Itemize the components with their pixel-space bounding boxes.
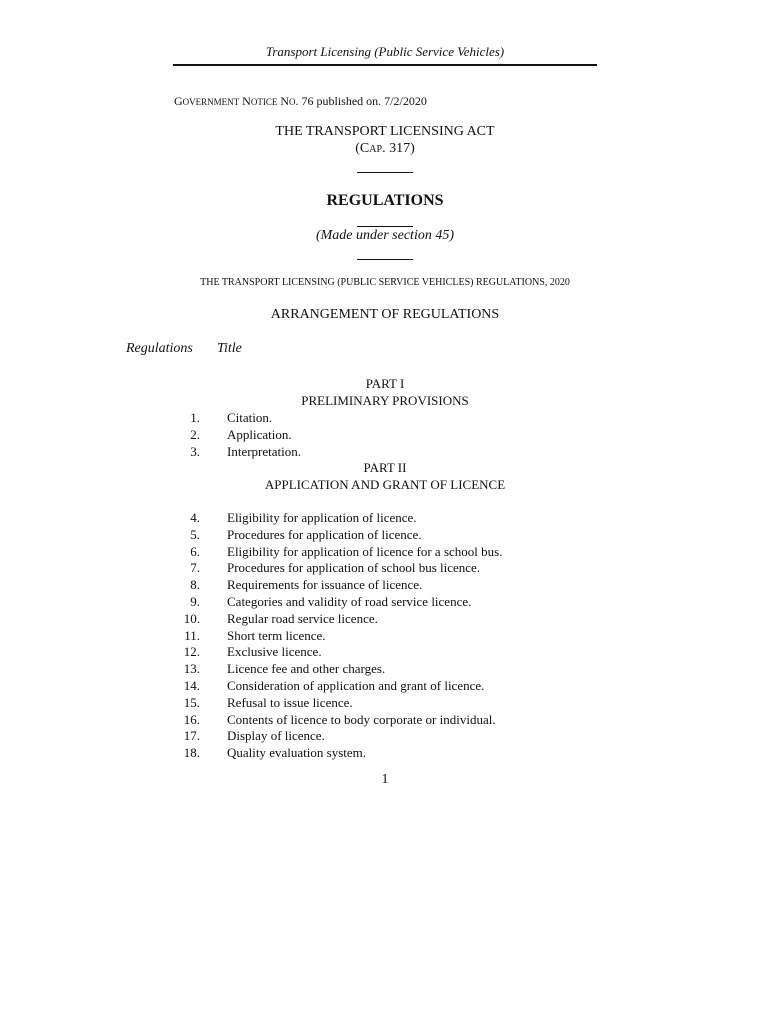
list-item — [174, 728, 594, 745]
regulation-number: 10. — [183, 610, 200, 626]
regulation-title: Regular road service licence. — [227, 610, 378, 626]
list-item — [174, 410, 594, 427]
list-item — [174, 678, 594, 695]
regulations-full-title: THE TRANSPORT LICENSING (PUBLIC SERVICE VEHICLES) REGULATIONS, 2020 — [200, 277, 570, 288]
notice-overnment: OVERNMENT — [182, 97, 240, 107]
regulation-number: 12. — [183, 644, 200, 660]
list-item — [174, 611, 594, 628]
regulation-title: Requirements for issuance of licence. — [227, 577, 423, 593]
government-notice — [174, 94, 427, 109]
cap-small: AP — [369, 144, 383, 155]
regulation-number: 6. — [190, 543, 200, 559]
regulations-heading: REGULATIONS — [326, 192, 444, 209]
notice-rest: . 76 published on. 7/2/2020 — [295, 94, 427, 108]
regulation-number: 17. — [183, 728, 200, 744]
list-item — [174, 527, 594, 544]
part-1-name: PRELIMINARY PROVISIONS — [301, 393, 469, 408]
regulation-title: Procedures for application of licence. — [227, 526, 422, 542]
regulation-number: 18. — [183, 745, 200, 761]
regulation-number: 15. — [183, 694, 200, 710]
regulation-number: 4. — [190, 510, 200, 525]
regulation-number: 8. — [190, 577, 200, 593]
act-title: THE TRANSPORT LICENSING ACT — [275, 124, 495, 139]
regulation-number: 9. — [190, 594, 200, 609]
list-item — [174, 510, 594, 527]
column-regulations: Regulations — [126, 341, 193, 356]
regulation-number: 2. — [190, 426, 200, 442]
made-under-section: (Made under section 45) — [315, 228, 455, 243]
regulation-title: Refusal to issue licence. — [227, 694, 353, 710]
regulation-title: Application. — [227, 426, 292, 442]
list-item — [174, 695, 594, 712]
regulation-title: Eligibility for application of licence for a school bus. — [227, 543, 503, 559]
notice-otice: OTICE — [250, 97, 278, 107]
regulation-title: Short term licence. — [227, 627, 326, 643]
regulation-title: Quality evaluation system. — [227, 745, 367, 761]
list-item — [174, 544, 594, 561]
regulation-title: Eligibility for application of licence. — [227, 510, 417, 525]
regulation-title: Display of licence. — [227, 728, 325, 744]
divider-rule — [357, 259, 413, 260]
page-number: 1 — [381, 772, 389, 787]
act-cap — [0, 141, 770, 157]
regulation-title: Licence fee and other charges. — [227, 661, 386, 677]
list-item — [174, 628, 594, 645]
regulation-title: Citation. — [227, 410, 273, 425]
regulation-number: 13. — [183, 661, 200, 677]
list-item — [174, 745, 594, 762]
list-item — [174, 444, 594, 461]
part-2-label: PART II — [363, 460, 407, 475]
cap-open: (C — [355, 141, 370, 156]
list-item — [174, 644, 594, 661]
regulation-number: 3. — [190, 443, 200, 459]
list-item — [174, 661, 594, 678]
column-title: Title — [217, 341, 242, 356]
regulation-number: 16. — [183, 711, 200, 727]
regulation-number: 11. — [184, 627, 200, 643]
list-item — [174, 560, 594, 577]
regulation-title: Procedures for application of school bus licence. — [227, 560, 481, 576]
part-2-name: APPLICATION AND GRANT OF LICENCE — [264, 477, 506, 492]
regulation-number: 5. — [190, 526, 200, 542]
regulation-title: Categories and validity of road service licence. — [227, 594, 472, 609]
divider-rule — [357, 172, 413, 173]
regulation-number: 1. — [190, 410, 200, 425]
running-title: Transport Licensing (Public Service Vehicles) — [265, 44, 505, 59]
notice-no-o: O — [289, 97, 296, 107]
part-1-label: PART I — [365, 376, 405, 391]
regulation-title: Interpretation. — [227, 443, 301, 459]
notice-no-n: N — [280, 94, 290, 108]
regulation-title: Contents of licence to body corporate or individual. — [227, 711, 496, 727]
regulation-number: 14. — [183, 678, 200, 693]
regulation-title: Exclusive licence. — [227, 644, 322, 660]
notice-g: G — [174, 94, 183, 108]
list-item — [174, 577, 594, 594]
regulation-title: Consideration of application and grant of licence. — [227, 678, 485, 693]
notice-n: N — [242, 94, 251, 108]
arrangement-heading: ARRANGEMENT OF REGULATIONS — [270, 307, 500, 322]
list-item — [174, 427, 594, 444]
cap-rest: . 317) — [382, 141, 415, 156]
regulation-number: 7. — [190, 560, 200, 576]
list-item — [174, 712, 594, 729]
list-item — [174, 594, 594, 611]
divider-rule — [357, 226, 413, 227]
running-header — [173, 44, 597, 66]
